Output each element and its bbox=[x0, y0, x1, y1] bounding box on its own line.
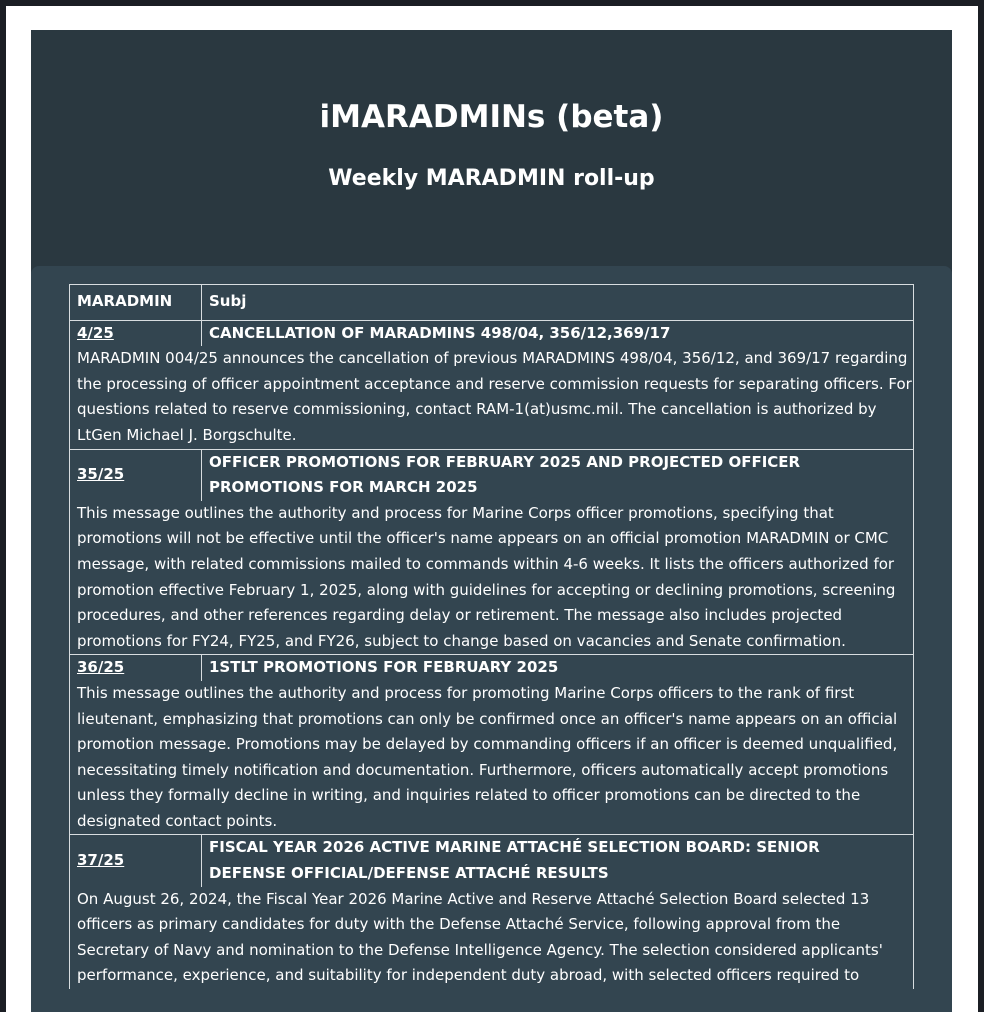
table-row bbox=[70, 655, 914, 681]
maradmin-summary: This message outlines the authority and process for promoting Marine Corps officers to the rank of first lieutenant, emphasizing that promotions can only be confirmed once an officer's name appears on an official promotion message. Promotions may be delayed by commanding officers if an officer is deemed unqualified, necessitating timely notification and documentation. Furthermore, officers automatically accept promotions unless they formally decline in writing, and inquiries related to officer promotions can be directed to the designated contact points. bbox=[70, 681, 914, 835]
table-row bbox=[70, 835, 914, 887]
table-header-row bbox=[70, 285, 914, 321]
table-row-summary bbox=[70, 681, 914, 835]
maradmin-number-link[interactable]: 37/25 bbox=[77, 851, 125, 870]
maradmin-number-cell bbox=[70, 655, 202, 681]
app-title: iMARADMINs (beta) bbox=[319, 99, 664, 135]
column-header-maradmin: MARADMIN bbox=[70, 285, 202, 321]
maradmin-subject: OFFICER PROMOTIONS FOR FEBRUARY 2025 AND PROJECTED OFFICER PROMOTIONS FOR MARCH 2025 bbox=[202, 449, 914, 501]
maradmin-number-link[interactable]: 35/25 bbox=[77, 465, 125, 484]
page bbox=[6, 6, 978, 1012]
maradmin-subject: 1STLT PROMOTIONS FOR FEBRUARY 2025 bbox=[202, 655, 914, 681]
table-row-summary bbox=[70, 887, 914, 989]
maradmin-number-cell bbox=[70, 320, 202, 346]
maradmin-summary: This message outlines the authority and process for Marine Corps officer promotions, specifying that promotions will not be effective until the officer's name appears on an official promotion MARADMIN or CMC message, with related commissions mailed to commands within 4-6 weeks. It lists the officers authorized for promotion effective February 1, 2025, along with guidelines for accepting or declining promotions, screening procedures, and other references regarding delay or retirement. The message also includes projected promotions for FY24, FY25, and FY26, subject to change based on vacancies and Senate confirmation. bbox=[70, 501, 914, 655]
newsletter-card bbox=[31, 30, 952, 1012]
maradmin-summary: On August 26, 2024, the Fiscal Year 2026 Marine Active and Reserve Attaché Selection Board selected 13 officers as primary candidates for duty with the Defense Attaché Service, following approval from the Secretary of Navy and nomination to the Defense Intelligence Agency. The selection considered applicants' performance, experience, and suitability for independent duty abroad, with selected officers required to bbox=[70, 887, 914, 989]
maradmin-number-link[interactable]: 36/25 bbox=[77, 658, 125, 677]
table-row bbox=[70, 320, 914, 346]
maradmin-number-link[interactable]: 4/25 bbox=[77, 323, 114, 342]
content-panel bbox=[31, 266, 952, 1012]
maradmin-summary: MARADMIN 004/25 announces the cancellation of previous MARADMINS 498/04, 356/12, and 369/17 regarding the processing of officer appointment acceptance and reserve commission requests for separating officers. For questions related to reserve commissioning, contact RAM-1(at)usmc.mil. The cancellation is authorized by LtGen Michael J. Borgschulte. bbox=[70, 346, 914, 449]
maradmin-subject: FISCAL YEAR 2026 ACTIVE MARINE ATTACHÉ SELECTION BOARD: SENIOR DEFENSE OFFICIAL/DEFENSE ATTACHÉ RESULTS bbox=[202, 835, 914, 887]
header bbox=[31, 30, 952, 266]
maradmin-table bbox=[69, 284, 914, 989]
table-row-summary bbox=[70, 501, 914, 655]
maradmin-number-cell bbox=[70, 835, 202, 887]
table-row-summary bbox=[70, 346, 914, 449]
maradmin-number-cell bbox=[70, 449, 202, 501]
table-row bbox=[70, 449, 914, 501]
column-header-subj: Subj bbox=[202, 285, 914, 321]
app-subtitle: Weekly MARADMIN roll-up bbox=[328, 166, 655, 191]
maradmin-subject: CANCELLATION OF MARADMINS 498/04, 356/12,369/17 bbox=[202, 320, 914, 346]
